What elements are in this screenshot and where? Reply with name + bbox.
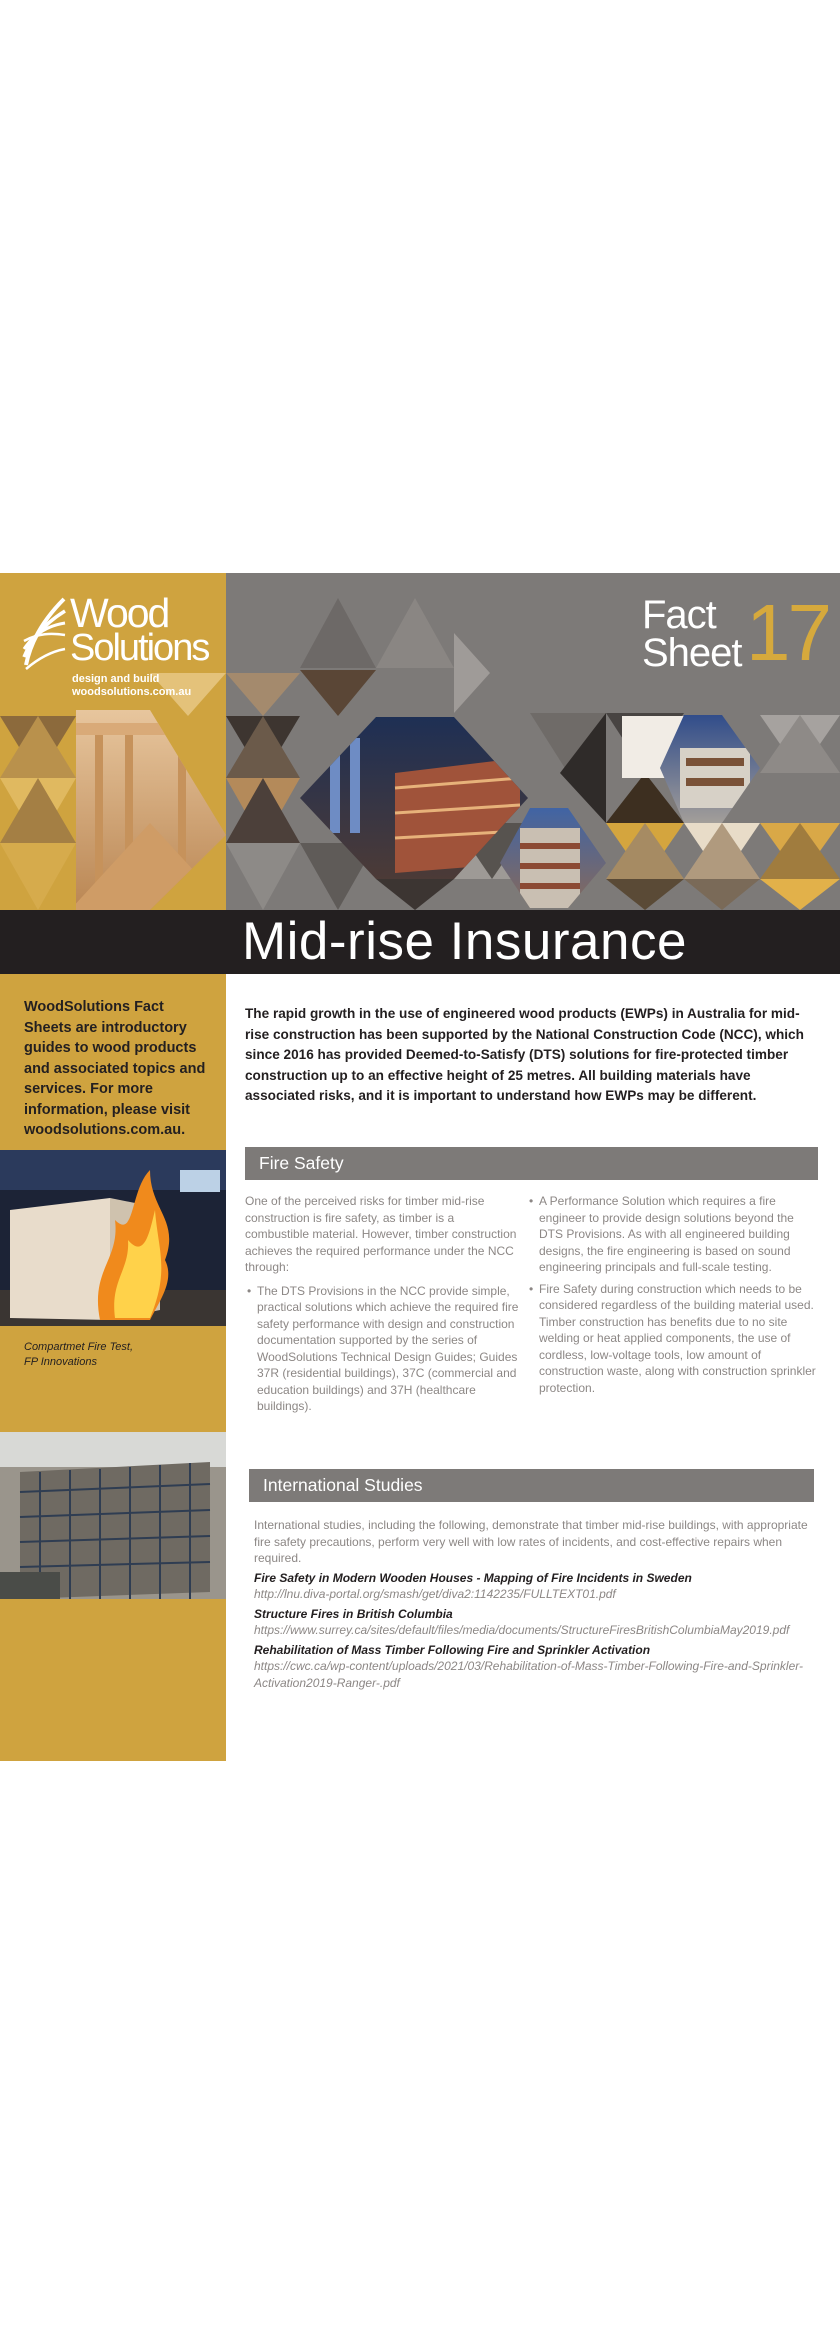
sidebar [0,974,226,1761]
brand-website[interactable]: woodsolutions.com.au [72,686,192,698]
fire-safety-bullets-left [245,1283,520,1415]
fire-safety-column-left [245,1193,520,1420]
fire-safety-bullets-right [527,1193,817,1396]
badge-line2: Sheet [642,631,742,675]
international-studies-section [254,1517,814,1691]
reference-title: Structure Fires in British Columbia [254,1606,453,1621]
badge-line1: Fact [642,593,716,637]
caption-line2: FP Innovations [24,1356,97,1368]
page-title: Mid-rise Insurance [242,912,687,971]
fire-test-photo [0,1150,226,1326]
caption-line1: Compartmet Fire Test, [24,1341,134,1353]
brand-name-line1: Wood [70,590,169,636]
reference-link[interactable]: http://lnu.diva-portal.org/smash/get/diva2:1142235/FULLTEXT01.pdf [254,1587,616,1601]
reference-link[interactable]: https://cwc.ca/wp-content/uploads/2021/03/Rehabilitation-of-Mass-Timber-Following-Fire-and-Sprinkler-Activation2019-Ranger-.pdf [254,1659,804,1690]
reference-link[interactable]: https://www.surrey.ca/sites/default/files/media/documents/StructureFiresBritishColumbiaMay2019.pdf [254,1623,790,1637]
fire-safety-bullet: • Fire Safety during construction which needs to be considered regardless of the building material used. Timber construction has benefits due to no site welding or heat applied components, the use of cordless, low-voltage tools, low amount of construction waste, along with construction sprinkler protection. [527,1281,817,1397]
reference-title: Fire Safety in Modern Wooden Houses - Mapping of Fire Incidents in Sweden [254,1570,692,1585]
fire-safety-column-right [527,1193,817,1401]
construction-scaffold-photo [0,1432,226,1599]
international-studies-heading-bar [249,1469,814,1502]
international-studies-heading: International Studies [263,1475,423,1495]
fire-safety-heading-bar [245,1147,818,1180]
reference-title: Rehabilitation of Mass Timber Following Fire and Sprinkler Activation [254,1642,651,1657]
photo-caption [24,1340,133,1370]
fire-safety-intro: One of the perceived risks for timber mid-rise construction is fire safety, as timber is a combustible material. However, timber construction achieves the required performance under the NCC through: [245,1194,517,1274]
brand-name-line2: Solutions [70,627,209,669]
lead-paragraph: The rapid growth in the use of engineered wood products (EWPs) in Australia for mid-rise construction has been supported by the National Construction Code (NCC), which since 2016 has provided Deemed-to-Satisfy (DTS) solutions for fire-protected timber construction up to an effective height of 25 metres. All building materials have associated risks, and it is important to understand how EWPs may be different. [245,1006,804,1103]
woodsolutions-swirl-logo-icon [22,595,66,673]
hero-banner [0,573,840,910]
fire-safety-bullet: • The DTS Provisions in the NCC provide simple, practical solutions which achieve the required fire safety performance with design and construction documentation supported by the series of WoodSolutions Technical Design Guides; Guides 37R (residential buildings), 37C (commercial and education buildings) and 37H (healthcare buildings). [245,1283,520,1415]
brand-tagline: design and build [72,673,160,685]
title-bar [0,910,840,974]
fact-sheet [0,573,840,1761]
badge-number: 17 [746,588,829,677]
international-intro: International studies, including the following, demonstrate that timber mid-rise buildings, with appropriate fire safety precautions, perform very well with low rates of incidents, and cost-effective repairs when required. [254,1518,808,1565]
fire-safety-bullet: • A Performance Solution which requires a fire engineer to provide design solutions beyond the DTS Provisions. As with all engineered building designs, the fire engineering is based on sound engineering principals and full-scale testing. [527,1193,817,1276]
fire-safety-heading: Fire Safety [259,1153,344,1173]
fact-sheet-badge [640,588,830,685]
sidebar-intro: WoodSolutions Fact Sheets are introductory guides to wood products and associated topics and services. For more information, please visit woodsolutions.com.au. [24,999,206,1138]
